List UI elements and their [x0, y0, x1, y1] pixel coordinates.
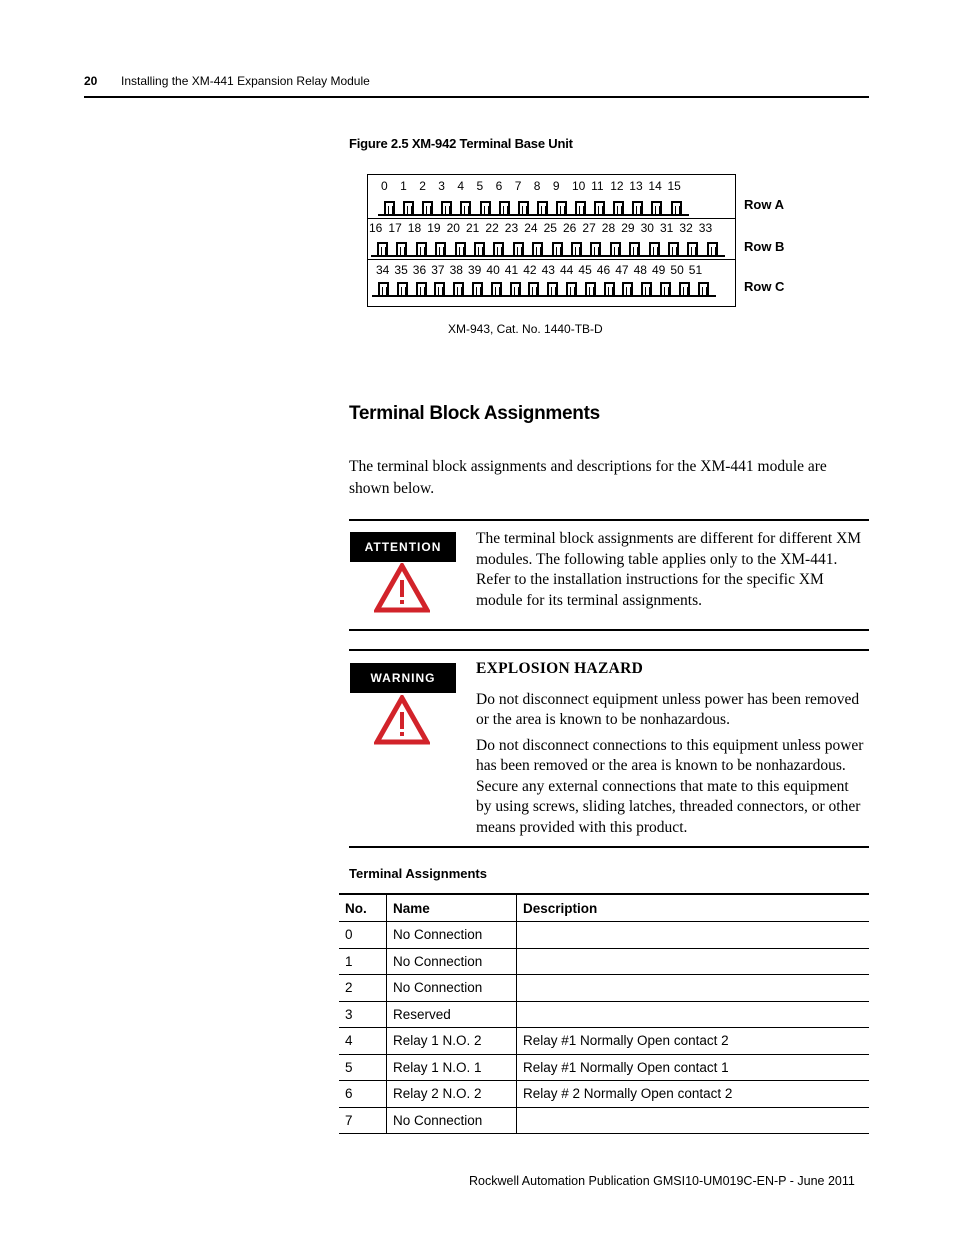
terminal-screw — [422, 201, 433, 214]
row-c-numbers — [368, 263, 735, 281]
cell-name: Relay 1 N.O. 1 — [387, 1054, 517, 1081]
terminal-number: 9 — [552, 179, 560, 193]
warning-top-rule — [349, 649, 869, 651]
attention-badge: ATTENTION — [350, 532, 456, 562]
table-header-row — [339, 894, 869, 922]
section-title: Terminal Block Assignments — [349, 403, 600, 424]
terminal-screw — [396, 242, 407, 255]
terminal-screw — [566, 282, 577, 295]
cell-name: No Connection — [387, 948, 517, 975]
terminal-screw — [590, 242, 601, 255]
terminal-number: 47 — [615, 263, 629, 277]
terminal-number: 1 — [400, 179, 407, 193]
terminal-number: 3 — [438, 179, 445, 193]
terminal-screw — [403, 201, 414, 214]
terminal-number: 24 — [524, 221, 538, 235]
table-row — [339, 1081, 869, 1108]
terminal-screw — [552, 242, 563, 255]
terminal-screw — [613, 201, 624, 214]
terminal-number: 8 — [533, 179, 541, 193]
cell-no: 7 — [339, 1107, 387, 1134]
terminal-screw — [671, 201, 682, 214]
terminal-screw — [698, 282, 709, 295]
row-a-label: Row A — [744, 197, 784, 212]
terminal-screw — [416, 282, 427, 295]
terminal-screw — [416, 242, 427, 255]
terminal-screw — [493, 242, 504, 255]
terminal-number: 48 — [633, 263, 647, 277]
terminal-number: 22 — [485, 221, 499, 235]
cell-description — [517, 975, 870, 1002]
terminal-number: 13 — [629, 179, 643, 193]
terminal-base-diagram — [367, 174, 736, 307]
row-divider — [368, 259, 735, 260]
cell-name: Reserved — [387, 1001, 517, 1028]
terminal-number: 38 — [449, 263, 463, 277]
warning-bottom-rule — [349, 846, 869, 848]
warning-paragraph: Do not disconnect equipment unless power has been removed or the area is known to be nonhazardous. — [476, 690, 860, 728]
terminal-number: 40 — [486, 263, 500, 277]
table-row — [339, 1054, 869, 1081]
terminal-number: 51 — [688, 263, 703, 277]
terminal-number: 14 — [648, 179, 662, 193]
table-row — [339, 1028, 869, 1055]
terminal-screw — [707, 242, 718, 255]
terminal-number: 49 — [652, 263, 666, 277]
terminal-screw — [397, 282, 408, 295]
terminal-number: 43 — [541, 263, 555, 277]
terminal-number: 19 — [427, 221, 441, 235]
terminal-number: 34 — [376, 263, 390, 277]
terminal-number: 45 — [578, 263, 592, 277]
cell-description — [517, 1001, 870, 1028]
attention-text: The terminal block assignments are different for different XM modules. The following table applies only to the XM-441. Refer to the installation instructions for the specific XM module for its terminal assignments. — [476, 530, 862, 609]
figure-caption: Figure 2.5 XM-942 Terminal Base Unit — [349, 136, 573, 151]
terminal-number: 7 — [514, 179, 522, 193]
terminal-screw — [660, 282, 671, 295]
terminal-screw — [547, 282, 558, 295]
terminal-screw — [571, 242, 582, 255]
terminal-screw — [518, 201, 529, 214]
terminal-number: 41 — [504, 263, 519, 277]
terminal-number: 4 — [457, 179, 465, 193]
terminal-screw — [480, 201, 491, 214]
terminal-screw — [474, 242, 485, 255]
cell-no: 4 — [339, 1028, 387, 1055]
cell-name: No Connection — [387, 922, 517, 949]
terminal-number: 18 — [407, 221, 422, 235]
cell-no: 2 — [339, 975, 387, 1002]
terminal-number: 46 — [596, 263, 611, 277]
warning-triangle-icon — [374, 563, 430, 613]
header-rule — [84, 96, 869, 98]
terminal-screw — [585, 282, 596, 295]
column-header-no: No. — [339, 894, 387, 922]
table-caption: Terminal Assignments — [349, 866, 487, 881]
terminal-screw — [679, 282, 690, 295]
table-row — [339, 948, 869, 975]
row-a-numbers — [368, 179, 735, 197]
hazard-title: EXPLOSION HAZARD — [476, 660, 644, 677]
terminal-number: 42 — [523, 263, 537, 277]
cell-description — [517, 922, 870, 949]
terminal-assignments-table — [339, 893, 869, 1134]
attention-bottom-rule — [349, 629, 869, 631]
cell-name: No Connection — [387, 975, 517, 1002]
terminal-number: 6 — [495, 179, 503, 193]
terminal-screw — [378, 282, 389, 295]
table-row — [339, 922, 869, 949]
terminal-number: 35 — [394, 263, 408, 277]
cell-no: 6 — [339, 1081, 387, 1108]
cell-no: 3 — [339, 1001, 387, 1028]
terminal-number: 23 — [504, 221, 519, 235]
terminal-screw — [434, 282, 445, 295]
column-header-name: Name — [387, 894, 517, 922]
terminal-screw — [594, 201, 605, 214]
table-row — [339, 1001, 869, 1028]
terminal-number: 37 — [431, 263, 445, 277]
cell-name: No Connection — [387, 1107, 517, 1134]
running-header: Installing the XM-441 Expansion Relay Module — [121, 74, 370, 88]
cell-no: 0 — [339, 922, 387, 949]
terminal-screw — [641, 282, 652, 295]
terminal-screw — [491, 282, 502, 295]
terminal-screw — [629, 242, 640, 255]
terminal-screw — [472, 282, 483, 295]
terminal-number: 44 — [560, 263, 574, 277]
terminal-rail — [378, 214, 689, 216]
figure-subcaption: XM-943, Cat. No. 1440-TB-D — [448, 322, 603, 336]
column-header-description: Description — [517, 894, 870, 922]
terminal-number: 36 — [412, 263, 427, 277]
terminal-number: 16 — [369, 221, 383, 235]
terminal-screw — [510, 282, 521, 295]
intro-paragraph: The terminal block assignments and descriptions for the XM-441 module are shown below. — [349, 458, 827, 497]
terminal-number: 26 — [563, 221, 577, 235]
terminal-screw — [632, 201, 643, 214]
terminal-number: 32 — [679, 221, 693, 235]
warning-badge: WARNING — [350, 663, 456, 693]
terminal-number: 21 — [466, 221, 480, 235]
attention-top-rule — [349, 519, 869, 521]
terminal-screw — [453, 282, 464, 295]
cell-name: Relay 1 N.O. 2 — [387, 1028, 517, 1055]
warning-text — [476, 659, 868, 843]
terminal-number: 33 — [698, 221, 713, 235]
row-divider — [368, 218, 735, 219]
terminal-number: 2 — [419, 179, 426, 193]
terminal-number: 27 — [582, 221, 596, 235]
terminal-screw — [649, 242, 660, 255]
terminal-number: 25 — [543, 221, 557, 235]
cell-description: Relay # 2 Normally Open contact 2 — [517, 1081, 870, 1108]
terminal-screw — [610, 242, 621, 255]
cell-description: Relay #1 Normally Open contact 1 — [517, 1054, 870, 1081]
terminal-number: 31 — [660, 221, 674, 235]
terminal-number: 50 — [670, 263, 684, 277]
terminal-screw — [384, 201, 395, 214]
row-b-label: Row B — [744, 239, 785, 254]
terminal-screw — [575, 201, 586, 214]
table-row — [339, 1107, 869, 1134]
terminal-number: 10 — [572, 179, 586, 193]
terminal-number: 29 — [621, 221, 635, 235]
terminal-number: 11 — [591, 179, 604, 193]
terminal-screw — [528, 282, 539, 295]
cell-no: 1 — [339, 948, 387, 975]
cell-description: Relay #1 Normally Open contact 2 — [517, 1028, 870, 1055]
terminal-screw — [687, 242, 698, 255]
cell-no: 5 — [339, 1054, 387, 1081]
cell-description — [517, 948, 870, 975]
row-b-numbers — [368, 221, 735, 239]
terminal-screw — [556, 201, 567, 214]
terminal-number: 30 — [640, 221, 654, 235]
terminal-screw — [622, 282, 633, 295]
table-row — [339, 975, 869, 1002]
row-c-label: Row C — [744, 279, 785, 294]
page-number: 20 — [84, 74, 98, 88]
terminal-screw — [460, 201, 471, 214]
terminal-rail — [372, 295, 716, 297]
terminal-number: 28 — [601, 221, 616, 235]
terminal-screw — [668, 242, 679, 255]
warning-paragraph: Do not disconnect connections to this equipment unless power has been removed or the area is known to be nonhazardous. Secure any external connections that mate to this equipment by using screws, sliding latches, threaded connectors, or other means provided with this product. — [476, 736, 864, 836]
terminal-number: 17 — [388, 221, 402, 235]
warning-triangle-icon — [374, 695, 430, 745]
cell-description — [517, 1107, 870, 1134]
cell-name: Relay 2 N.O. 2 — [387, 1081, 517, 1108]
terminal-number: 5 — [476, 179, 484, 193]
terminal-screw — [651, 201, 662, 214]
terminal-number: 39 — [468, 263, 482, 277]
terminal-number: 15 — [667, 179, 681, 193]
terminal-screw — [537, 201, 548, 214]
terminal-screw — [499, 201, 510, 214]
terminal-screw — [435, 242, 446, 255]
terminal-screw — [604, 282, 615, 295]
terminal-screw — [513, 242, 524, 255]
footer-publication: Rockwell Automation Publication GMSI10-UM019C-EN-P - June 2011 — [469, 1174, 855, 1188]
terminal-number: 20 — [446, 221, 460, 235]
terminal-screw — [455, 242, 466, 255]
terminal-screw — [377, 242, 388, 255]
terminal-rail — [371, 255, 725, 257]
terminal-number: 0 — [381, 179, 388, 193]
terminal-number: 12 — [610, 179, 624, 193]
terminal-screw — [441, 201, 452, 214]
terminal-screw — [532, 242, 543, 255]
